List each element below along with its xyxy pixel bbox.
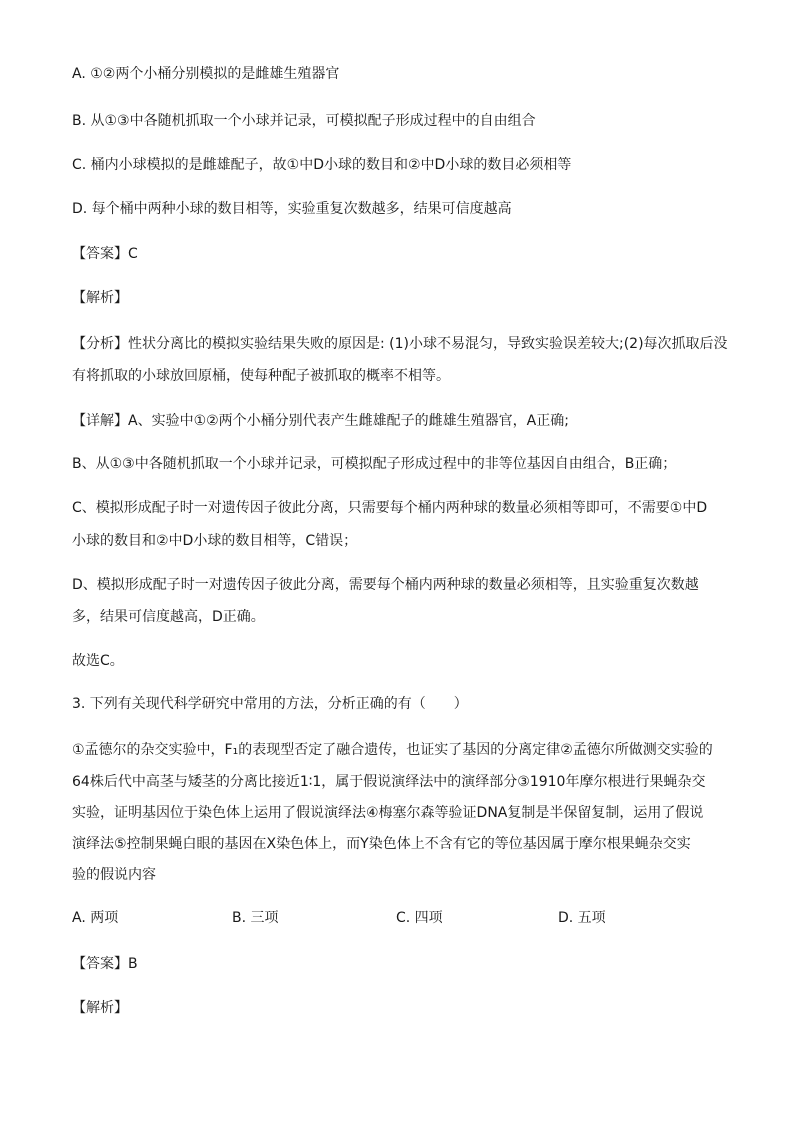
- q2-detail-a: 【详解】A、实验中①②两个小桶分别代表产生雌雄配子的雌雄生殖器官，A正确;: [72, 413, 569, 429]
- q2-option-c: C. 桶内小球模拟的是雌雄配子，故①中D小球的数目和②中D小球的数目必须相等: [72, 157, 572, 173]
- q3-body-line-5: 验的假说内容: [72, 867, 156, 883]
- q3-body-line-1: ①孟德尔的杂交实验中，F₁的表现型否定了融合遗传，也证实了基因的分离定律②孟德尔所做测交实验的: [72, 742, 713, 758]
- q2-fenxi-line-2: 有将抓取的小球放回原桶，使每种配子被抓取的概率不相等。: [72, 368, 450, 384]
- q2-detail-c-line-1: C、模拟形成配子时一对遗传因子彼此分离，只需要每个桶内两种球的数量必须相等即可，不需要①中D: [72, 500, 708, 516]
- q3-body-line-3: 实验，证明基因位于染色体上运用了假说演绎法④梅塞尔森等验证DNA复制是半保留复制，运用了假说: [72, 805, 704, 821]
- q2-detail-c-line-2: 小球的数目和②中D小球的数目相等，C错误；: [72, 533, 358, 549]
- q2-detail-d-line-2: 多，结果可信度越高，D正确。: [72, 609, 265, 625]
- q2-fenxi-line-1: 【分析】性状分离比的模拟实验结果失败的原因是: (1)小球不易混匀，导致实验误差较大;(2)每次抓取后没: [72, 336, 728, 352]
- q3-choice-c: C. 四项: [396, 910, 443, 926]
- q3-body-line-2: 64株后代中高茎与矮茎的分离比接近1∶1，属于假说演绎法中的演绎部分③1910年摩尔根进行果蝇杂交: [72, 774, 706, 790]
- q2-conclusion: 故选C。: [72, 653, 124, 669]
- q3-analysis-label: 【解析】: [72, 1000, 128, 1016]
- q3-choice-b: B. 三项: [232, 910, 279, 926]
- q2-answer: 【答案】C: [72, 246, 138, 262]
- q3-stem: 3. 下列有关现代科学研究中常用的方法，分析正确的有（ ）: [72, 696, 468, 712]
- q2-detail-b: B、从①③中各随机抓取一个小球并记录，可模拟配子形成过程中的非等位基因自由组合，B正确；: [72, 456, 677, 472]
- q2-option-b: B. 从①③中各随机抓取一个小球并记录，可模拟配子形成过程中的自由组合: [72, 113, 536, 129]
- q2-detail-d-line-1: D、模拟形成配子时一对遗传因子彼此分离，需要每个桶内两种球的数量必须相等，且实验重复次数越: [72, 577, 699, 593]
- q3-body-line-4: 演绎法⑤控制果蝇白眼的基因在X染色体上，而Y染色体上不含有它的等位基因属于摩尔根果蝇杂交实: [72, 836, 691, 852]
- q3-answer: 【答案】B: [72, 956, 138, 972]
- q2-option-a: A. ①②两个小桶分别模拟的是雌雄生殖器官: [72, 66, 340, 82]
- q2-option-d: D. 每个桶中两种小球的数目相等，实验重复次数越多，结果可信度越高: [72, 201, 512, 217]
- q3-choice-d: D. 五项: [558, 910, 606, 926]
- q3-choices: [72, 908, 732, 928]
- q3-choice-a: A. 两项: [72, 910, 119, 926]
- q2-analysis-label: 【解析】: [72, 290, 128, 306]
